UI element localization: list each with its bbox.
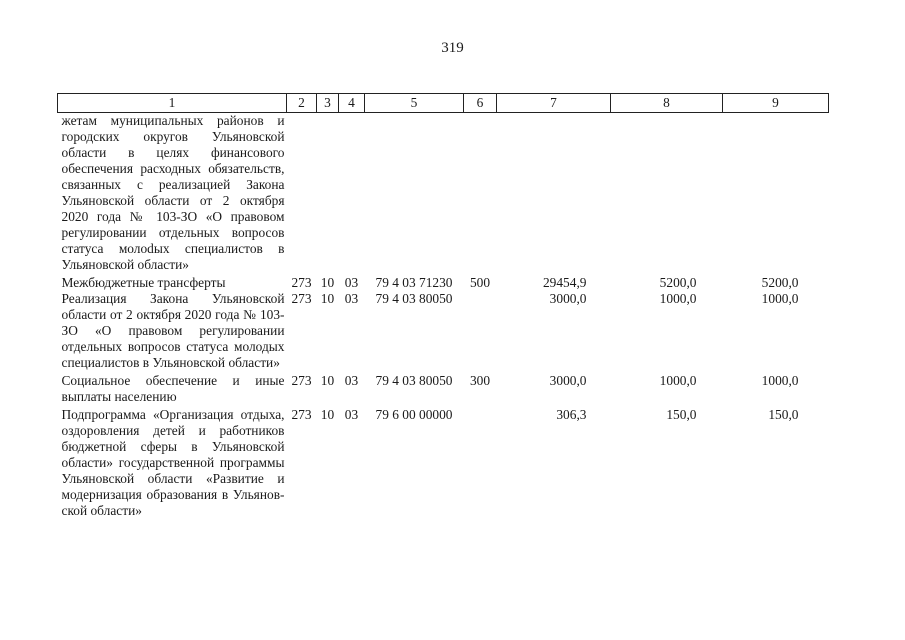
- row-c4: 03: [344, 373, 359, 388]
- row-c4: [339, 113, 365, 274]
- header-col-1: 1: [58, 94, 287, 113]
- row-c7: [497, 113, 611, 274]
- header-col-4: 4: [339, 94, 365, 113]
- table-row: [58, 275, 829, 291]
- row-c6: 500: [469, 275, 491, 290]
- row-c7: 3000,0: [549, 373, 587, 388]
- row-c9: 1000,0: [761, 291, 799, 306]
- row-c3: 10: [320, 291, 335, 306]
- row-c4: 03: [344, 407, 359, 422]
- header-col-5: 5: [365, 94, 464, 113]
- row-c9: 5200,0: [761, 275, 799, 290]
- row-c4: 03: [344, 291, 359, 306]
- row-c6: 300: [469, 373, 491, 388]
- header-col-6: 6: [464, 94, 497, 113]
- table-row: [58, 113, 829, 274]
- row-name: Межбюджетные трансферты: [61, 275, 226, 290]
- row-c6: [464, 407, 497, 519]
- header-col-8: 8: [611, 94, 723, 113]
- row-c3: 10: [320, 275, 335, 290]
- row-c4: 03: [344, 275, 359, 290]
- row-c8: 5200,0: [659, 275, 697, 290]
- row-c5: 79 4 03 80050: [375, 291, 453, 306]
- row-c3: [317, 113, 339, 274]
- row-c5: [365, 113, 464, 274]
- row-c2: 273: [291, 291, 312, 306]
- row-c9: 150,0: [768, 407, 799, 422]
- row-c3: 10: [320, 373, 335, 388]
- row-c7: 306,3: [556, 407, 587, 422]
- row-name: жетам муниципальных районов и городских округов Ульяновской области в целях финансового обеспечения расходных обязательств, связанных с реализацией Закона Ульяновской области от 2 октября 2020 года № 103-ЗО «О правовом регулировании отдельных вопросов статуса молоdых специалистов в Ульяновской области»: [61, 113, 285, 272]
- header-row: [58, 94, 829, 113]
- row-c2: 273: [291, 275, 312, 290]
- row-c5: 79 4 03 71230: [375, 275, 453, 290]
- table-body: [58, 113, 829, 520]
- header-col-3: 3: [317, 94, 339, 113]
- row-c9: [723, 113, 829, 274]
- row-c7: 3000,0: [549, 291, 587, 306]
- row-c2: 273: [291, 407, 312, 422]
- table-row: [58, 407, 829, 519]
- row-c5: 79 4 03 80050: [375, 373, 453, 388]
- row-c3: 10: [320, 407, 335, 422]
- header-col-7: 7: [497, 94, 611, 113]
- row-c2: [287, 113, 317, 274]
- row-c6: [464, 113, 497, 274]
- row-name: Подпрограмма «Организация отдыха, оздоровления детей и работников бюджетной сферы в Ульяновской области» государственной программы Ульяновской области «Развитие и модернизация образования в Ульяновской области»: [61, 407, 285, 518]
- row-c7: 29454,9: [542, 275, 587, 290]
- row-c8: 1000,0: [659, 291, 697, 306]
- row-c6: [464, 291, 497, 371]
- table-row: [58, 373, 829, 405]
- page-number: 319: [441, 40, 464, 56]
- row-c8: 1000,0: [659, 373, 697, 388]
- header-col-2: 2: [287, 94, 317, 113]
- row-name: Реализация Закона Ульяновской области от 2 октября 2020 года № 103-ЗО «О правовом регулировании отдельных вопросов статуса молодых специалистов в Ульяновской области»: [61, 291, 285, 370]
- table-row: [58, 291, 829, 371]
- row-name: Социальное обеспечение и иные выплаты населению: [61, 373, 285, 404]
- row-c5: 79 6 00 00000: [375, 407, 453, 422]
- row-c8: 150,0: [666, 407, 697, 422]
- table-header: [58, 94, 829, 113]
- row-c2: 273: [291, 373, 312, 388]
- row-c8: [611, 113, 723, 274]
- budget-table: [57, 93, 829, 519]
- row-c9: 1000,0: [761, 373, 799, 388]
- header-col-9: 9: [723, 94, 829, 113]
